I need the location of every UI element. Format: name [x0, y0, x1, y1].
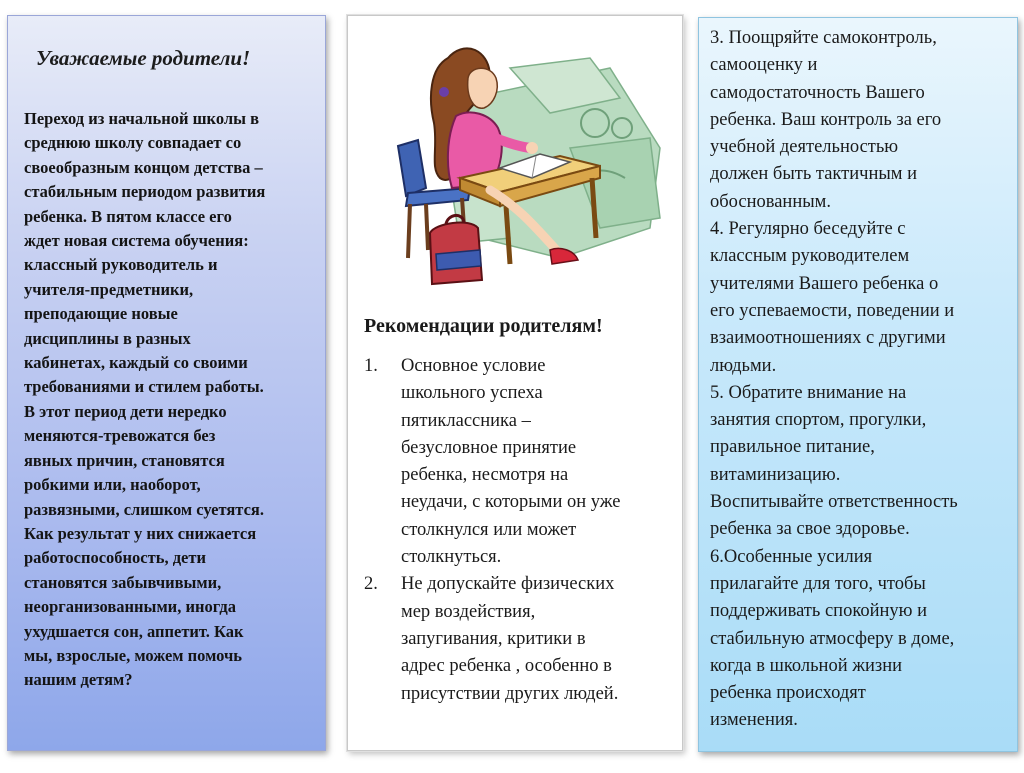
- right-panel-body: [710, 25, 1015, 735]
- recommendations-list: [364, 353, 680, 708]
- right-text-line: поддерживать спокойную и: [710, 601, 928, 622]
- right-text-line: взаимоотношениях с другими: [710, 328, 946, 349]
- left-text-line: Переход из начальной школы в: [24, 109, 260, 128]
- list-item-text: [401, 353, 680, 571]
- list-text-line: школьного успеха: [401, 383, 543, 404]
- left-text-line: требованиями и стилем работы.: [24, 377, 264, 397]
- list-text-line: ребенка, несмотря на: [401, 465, 569, 486]
- right-text-line: обоснованным.: [710, 191, 831, 212]
- list-text-line: неудачи, с которыми он уже: [401, 492, 621, 513]
- left-text-line: мы, взрослые, можем помочь: [24, 645, 242, 665]
- left-text-line: дисциплины в разных: [24, 328, 191, 348]
- left-text-line: классный руководитель и: [24, 255, 218, 275]
- list-text-line: адрес ребенка , особенно в: [401, 656, 612, 677]
- list-item-number: 1.: [364, 356, 378, 376]
- right-text-line: 5. Обратите внимание на: [710, 382, 907, 403]
- right-text-line: стабильную атмосферу в доме,: [710, 628, 955, 649]
- right-text-line: Воспитывайте ответственность: [710, 492, 958, 513]
- right-text-line: ребенка за свое здоровье.: [710, 519, 910, 540]
- right-text-line: учителями Вашего ребенка о: [710, 273, 939, 294]
- left-text-line: работоспособность, дети: [24, 548, 206, 568]
- right-text-line: 6.Особенные усилия: [710, 546, 873, 567]
- right-text-line: 4. Регулярно беседуйте с: [710, 219, 906, 240]
- list-text-line: присутствии других людей.: [401, 683, 619, 704]
- right-text-line: правильное питание,: [710, 437, 875, 458]
- list-item: [364, 571, 680, 707]
- left-text-line: явных причин, становятся: [24, 450, 225, 470]
- right-text-line: самодостаточность Вашего: [710, 82, 925, 103]
- left-text-line: кабинетах, каждый со своими: [24, 353, 248, 373]
- list-text-line: столкнулся или может: [401, 519, 577, 540]
- left-text-line: ждет новая система обучения:: [24, 231, 249, 251]
- left-panel-body: [24, 107, 320, 693]
- right-text-line: ребенка. Ваш контроль за его: [710, 109, 942, 130]
- left-text-line: ухудшается сон, аппетит. Как: [24, 621, 244, 641]
- left-text-line: стабильным периодом развития: [24, 182, 266, 202]
- list-text-line: Не допускайте физических: [401, 574, 615, 595]
- list-text-line: запугивания, критики в: [401, 628, 586, 649]
- left-panel: [7, 15, 326, 751]
- left-text-line: неорганизованными, иногда: [24, 597, 236, 617]
- right-text-line: 3. Поощряйте самоконтроль,: [710, 28, 937, 48]
- left-text-line: нашим детям?: [24, 670, 133, 690]
- right-text-line: учебной деятельностью: [710, 137, 899, 158]
- left-text-line: своеобразным концом детства –: [24, 157, 263, 177]
- left-text-line: преподающие новые: [24, 304, 178, 324]
- right-text-line: должен быть тактичным и: [710, 164, 918, 185]
- left-text-line: робкими или, наоборот,: [24, 475, 201, 495]
- left-text-line: учителя-предметники,: [24, 279, 194, 299]
- right-text-line: самооценку и: [710, 55, 818, 76]
- list-text-line: столкнуться.: [401, 547, 502, 568]
- right-text-line: ребенка происходят: [710, 683, 866, 704]
- right-text-line: прилагайте для того, чтобы: [710, 573, 926, 594]
- left-text-line: среднюю школу совпадает со: [24, 133, 242, 153]
- list-item-text: [401, 571, 680, 707]
- right-text-line: его успеваемости, поведении и: [710, 300, 955, 321]
- right-text-line: классным руководителем: [710, 246, 910, 267]
- list-text-line: безусловное принятие: [401, 437, 577, 458]
- girl-reading-at-desk-illustration: [360, 28, 672, 296]
- left-panel-title: Уважаемые родители!: [36, 46, 251, 70]
- right-text-line: изменения.: [710, 710, 798, 731]
- left-text-line: становятся забывчивыми,: [24, 572, 222, 592]
- left-text-line: В этот период дети нередко: [24, 401, 227, 421]
- list-item: [364, 353, 680, 571]
- list-text-line: Основное условие: [401, 356, 546, 376]
- middle-panel: [347, 15, 683, 751]
- right-text-line: людьми.: [710, 355, 777, 376]
- right-panel: [698, 17, 1018, 752]
- right-text-line: занятия спортом, прогулки,: [710, 410, 927, 431]
- recommendations-title: Рекомендации родителям!: [364, 315, 603, 337]
- left-text-line: ребенка. В пятом классе его: [24, 206, 232, 226]
- right-text-line: витаминизацию.: [710, 464, 841, 485]
- left-text-line: Как результат у них снижается: [24, 523, 257, 543]
- left-text-line: меняются-тревожатся без: [24, 426, 216, 446]
- right-text-line: когда в школьной жизни: [710, 655, 903, 676]
- list-text-line: пятиклассника –: [401, 410, 531, 431]
- left-text-line: развязными, слишком суетятся.: [24, 499, 264, 519]
- list-item-number: 2.: [364, 574, 378, 595]
- list-text-line: мер воздействия,: [401, 601, 536, 622]
